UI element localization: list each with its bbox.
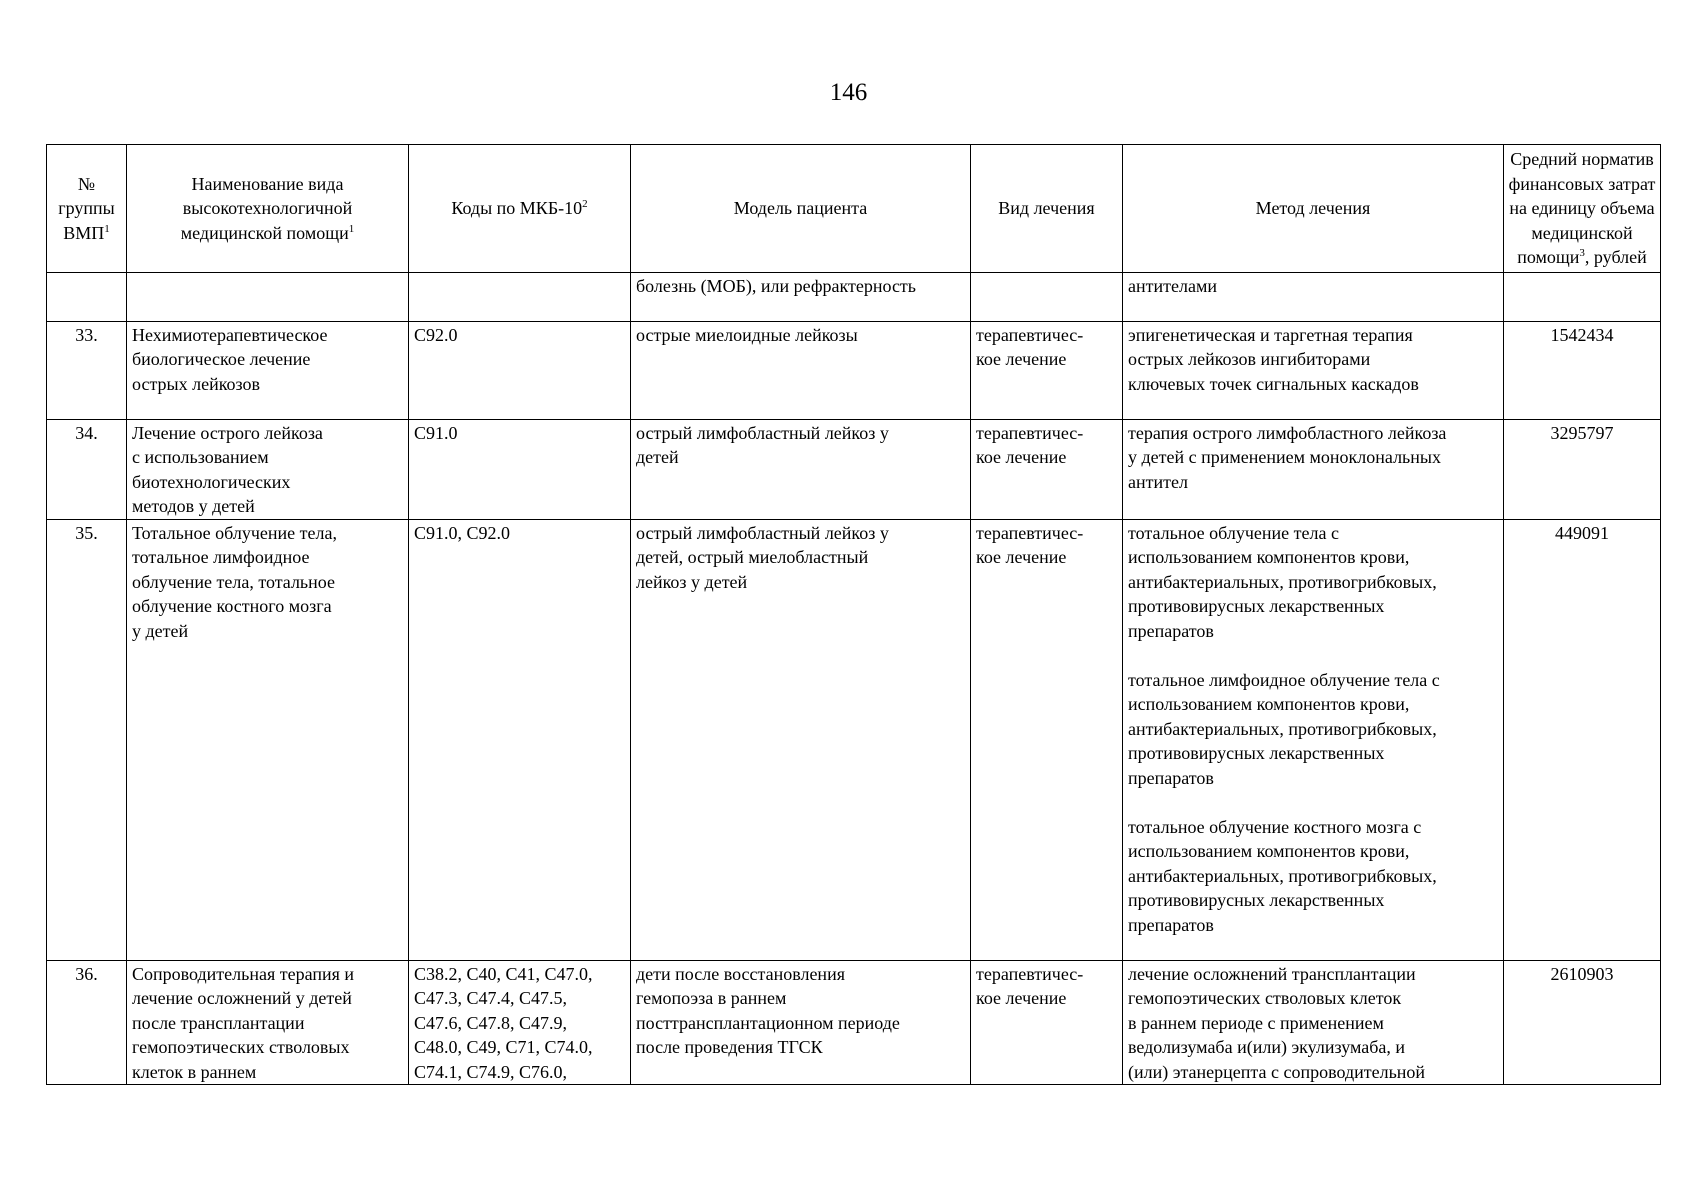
table-row <box>47 519 1661 960</box>
header-row <box>47 145 1661 273</box>
treatment-method-cell <box>1123 960 1504 1085</box>
cell-line: детей, острый миелобластный <box>636 547 869 567</box>
cell-line: препаратов <box>1128 620 1214 641</box>
method-block <box>1128 421 1498 495</box>
cell-line: терапевтичес- <box>976 963 1084 984</box>
care-type-cell <box>127 519 409 960</box>
cell-line: острых лейкозов <box>132 373 261 394</box>
table-row <box>47 272 1661 321</box>
method-block <box>1128 962 1498 1085</box>
cell-line: методов у детей <box>132 496 255 516</box>
cell-line: тотальное облучение тела с <box>1128 522 1339 543</box>
cell-line: C92.0 <box>414 324 458 345</box>
cell-line: C47.3, C47.4, C47.5, <box>414 988 568 1008</box>
patient-model-cell <box>631 519 971 960</box>
cell-line: терапевтичес- <box>976 324 1084 345</box>
icd-codes-cell <box>409 272 631 321</box>
cell-line: тотальное облучение костного мозга с <box>1128 816 1422 837</box>
cell-line: с использованием <box>132 447 269 467</box>
vmp-table <box>46 144 1661 1085</box>
cell-line: в раннем периоде с применением <box>1128 1012 1384 1033</box>
cell-line: использованием компонентов крови, <box>1128 547 1410 567</box>
cell-line: кое лечение <box>976 349 1067 369</box>
table-row <box>47 321 1661 419</box>
treatment-method-cell <box>1123 419 1504 519</box>
cell-line: у детей с применением моноклональных <box>1128 447 1441 467</box>
cell-line: антителами <box>1128 275 1217 296</box>
cell-line: гемопоэтических стволовых <box>132 1037 350 1057</box>
cell-line: гемопоэтических стволовых клеток <box>1128 988 1402 1008</box>
cell-line: C48.0, C49, C71, C74.0, <box>414 1037 593 1057</box>
cell-line: тотальное лимфоидное <box>132 547 310 567</box>
treatment-method-cell <box>1123 321 1504 419</box>
cell-line: противовирусных лекарственных <box>1128 596 1385 616</box>
header-treatment-method: Метод лечения <box>1123 145 1504 273</box>
cell-line: Нехимиотерапевтическое <box>132 324 328 345</box>
method-block <box>1128 274 1498 299</box>
cell-line: биологическое лечение <box>132 349 311 369</box>
cell-line: C91.0 <box>414 422 458 443</box>
icd-codes-cell <box>409 419 631 519</box>
cell-line: болезнь (МОБ), или рефрактерность <box>636 275 917 296</box>
patient-model-cell <box>631 419 971 519</box>
care-type-cell <box>127 321 409 419</box>
average-cost-cell: 1542434 <box>1504 321 1661 419</box>
average-cost-cell: 3295797 <box>1504 419 1661 519</box>
treatment-type-cell <box>971 960 1123 1085</box>
treatment-type-cell <box>971 419 1123 519</box>
cell-line: антибактериальных, противогрибковых, <box>1128 718 1437 739</box>
cell-line: лечение осложнений у детей <box>132 988 352 1008</box>
cell-line: терапевтичес- <box>976 422 1084 443</box>
cell-line: лечение осложнений трансплантации <box>1128 963 1416 984</box>
header-average-cost: Средний норматив финансовых затрат на единицу объема медицинской помощи$^3$, рублей <box>1504 145 1661 273</box>
cell-line: биотехнологических <box>132 471 291 492</box>
cell-line: противовирусных лекарственных <box>1128 743 1385 763</box>
method-block <box>1128 815 1498 938</box>
cell-line: C38.2, C40, C41, C47.0, <box>414 963 593 984</box>
cell-line: кое лечение <box>976 988 1067 1008</box>
cell-line: эпигенетическая и таргетная терапия <box>1128 324 1413 345</box>
cell-line: C74.1, C74.9, C76.0, <box>414 1061 568 1082</box>
cell-line: Тотальное облучение тела, <box>132 522 337 543</box>
cell-line: после проведения ТГСК <box>636 1037 823 1057</box>
method-block <box>1128 668 1498 791</box>
care-type-cell <box>127 272 409 321</box>
cell-line: терапия острого лимфобластного лейкоза <box>1128 422 1447 443</box>
cell-line: облучение тела, тотальное <box>132 571 335 592</box>
cell-line: острых лейкозов ингибиторами <box>1128 349 1371 369</box>
cell-line: посттрансплантационном периоде <box>636 1012 900 1033</box>
cell-line: гемопоэза в раннем <box>636 988 787 1008</box>
cell-line: противовирусных лекарственных <box>1128 890 1385 910</box>
cell-line: кое лечение <box>976 447 1067 467</box>
header-icd-codes: Коды по МКБ-$10^2$ <box>409 145 631 273</box>
header-group-number: № группы ВМП$^1$ <box>47 145 127 273</box>
cell-line: после трансплантации <box>132 1012 305 1033</box>
page-number: 146 <box>829 79 868 106</box>
cell-line: дети после восстановления <box>636 963 845 984</box>
treatment-type-cell <box>971 272 1123 321</box>
icd-codes-cell <box>409 519 631 960</box>
cell-line: острые миелоидные лейкозы <box>636 324 858 345</box>
treatment-method-cell <box>1123 519 1504 960</box>
table-row <box>47 419 1661 519</box>
header-patient-model: Модель пациента <box>631 145 971 273</box>
group-number-cell: 34. <box>47 419 127 519</box>
cell-line: острый лимфобластный лейкоз у <box>636 522 889 543</box>
cell-line: (или) этанерцепта с сопроводительной <box>1128 1061 1426 1082</box>
patient-model-cell <box>631 272 971 321</box>
header-care-type: Наименование вида высокотехнологичной медицинской помощи$^1$ <box>127 145 409 273</box>
cell-line: лейкоз у детей <box>636 571 748 592</box>
group-number-cell <box>47 272 127 321</box>
cell-line: у детей <box>132 620 189 641</box>
method-block <box>1128 323 1498 397</box>
cell-line: кое лечение <box>976 547 1067 567</box>
cell-line: облучение костного мозга <box>132 596 332 616</box>
care-type-cell <box>127 419 409 519</box>
cell-line: использованием компонентов крови, <box>1128 694 1410 714</box>
cell-line: ключевых точек сигнальных каскадов <box>1128 373 1419 394</box>
cell-line: C91.0, C92.0 <box>414 522 511 543</box>
icd-codes-cell <box>409 960 631 1085</box>
average-cost-cell <box>1504 272 1661 321</box>
average-cost-cell: 2610903 <box>1504 960 1661 1085</box>
cell-line: детей <box>636 447 679 467</box>
cell-line: терапевтичес- <box>976 522 1084 543</box>
cell-line: антибактериальных, противогрибковых, <box>1128 865 1437 886</box>
cell-line: C47.6, C47.8, C47.9, <box>414 1012 568 1033</box>
cell-line: клеток в раннем <box>132 1061 257 1082</box>
header-treatment-type: Вид лечения <box>971 145 1123 273</box>
group-number-cell: 36. <box>47 960 127 1085</box>
cell-line: препаратов <box>1128 914 1214 935</box>
patient-model-cell <box>631 321 971 419</box>
table-body <box>47 272 1661 1085</box>
cell-line: препаратов <box>1128 767 1214 788</box>
cell-line: Лечение острого лейкоза <box>132 422 323 443</box>
table-row <box>47 960 1661 1085</box>
cell-line: антибактериальных, противогрибковых, <box>1128 571 1437 592</box>
cell-line: антител <box>1128 471 1188 492</box>
care-type-cell <box>127 960 409 1085</box>
treatment-type-cell <box>971 321 1123 419</box>
cell-line: ведолизумаба и(или) экулизумаба, и <box>1128 1037 1406 1057</box>
cell-line: тотальное лимфоидное облучение тела с <box>1128 669 1440 690</box>
cell-line: острый лимфобластный лейкоз у <box>636 422 889 443</box>
group-number-cell: 35. <box>47 519 127 960</box>
cell-line: использованием компонентов крови, <box>1128 841 1410 861</box>
cell-line: Сопроводительная терапия и <box>132 963 355 984</box>
method-block <box>1128 521 1498 644</box>
treatment-type-cell <box>971 519 1123 960</box>
average-cost-cell: 449091 <box>1504 519 1661 960</box>
group-number-cell: 33. <box>47 321 127 419</box>
patient-model-cell <box>631 960 971 1085</box>
treatment-method-cell <box>1123 272 1504 321</box>
icd-codes-cell <box>409 321 631 419</box>
